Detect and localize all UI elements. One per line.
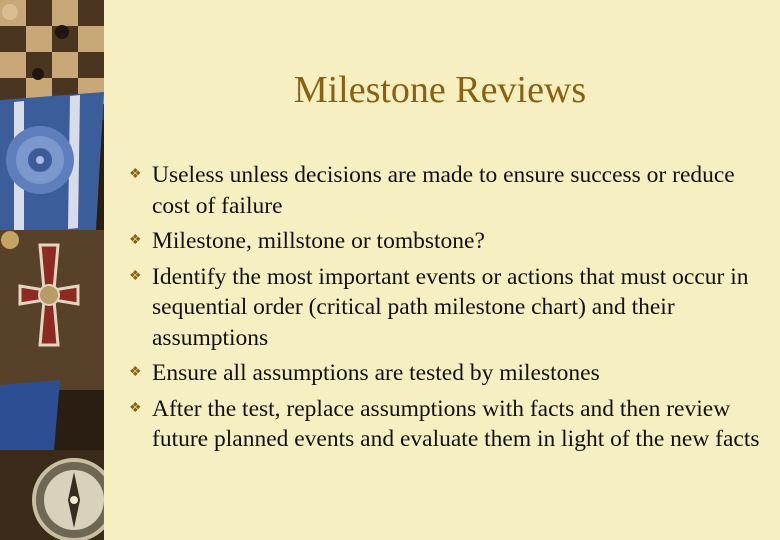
diamond-bullet-icon: ❖ <box>129 400 142 416</box>
list-item <box>128 262 768 354</box>
bullet-text: After the test, replace assumptions with facts and then review future planned events and evaluate them in light of the new facts <box>152 395 760 452</box>
bullet-list <box>128 160 768 460</box>
decorative-sidebar <box>0 0 104 540</box>
medal-collage-icon <box>0 0 104 540</box>
bullet-text: Milestone, millstone or tombstone? <box>152 228 485 254</box>
compass-icon <box>34 460 104 540</box>
list-item <box>128 226 768 257</box>
diamond-bullet-icon: ❖ <box>129 365 142 380</box>
list-item <box>128 160 768 221</box>
list-item <box>128 358 768 389</box>
bullet-text: Ensure all assumptions are tested by milestones <box>152 360 600 386</box>
rosette-icon <box>6 126 74 194</box>
list-item <box>128 394 768 455</box>
slide-title: Milestone Reviews <box>293 69 587 111</box>
bullet-text: Identify the most important events or actions that must occur in sequential order (critical path milestone chart) and their assumptions <box>152 263 749 351</box>
diamond-bullet-icon: ❖ <box>129 268 142 284</box>
diamond-bullet-icon: ❖ <box>129 167 142 182</box>
diamond-bullet-icon: ❖ <box>129 233 142 248</box>
bullet-text: Useless unless decisions are made to ensure success or reduce cost of failure <box>152 162 735 219</box>
cross-medal-icon <box>0 230 104 390</box>
